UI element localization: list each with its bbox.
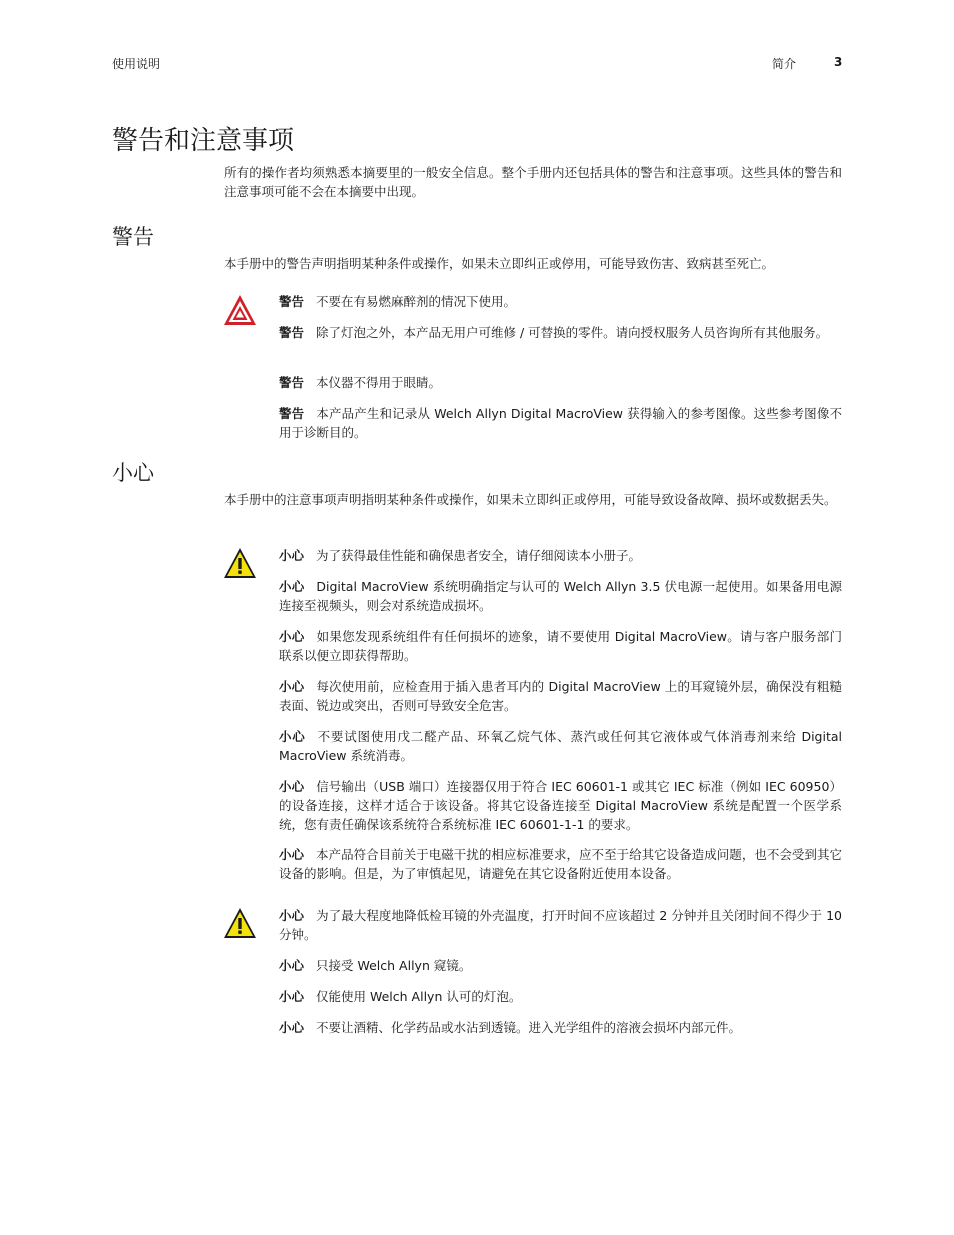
caution-label: 小心: [279, 908, 305, 923]
caution-label: 小心: [279, 989, 305, 1004]
caution-label: 小心: [279, 958, 305, 973]
warning-item: [279, 404, 842, 442]
intro-paragraph: 所有的操作者均须熟悉本摘要里的一般安全信息。整个手册内还包括具体的警告和注意事项。这些具体的警告和注意事项可能不会在本摘要中出现。: [224, 165, 842, 199]
caution-text: 为了获得最佳性能和确保患者安全，请仔细阅读本小册子。: [316, 548, 642, 563]
running-header-section: 简介: [772, 57, 797, 71]
warning-item: [279, 373, 842, 392]
caution-item: [279, 677, 842, 715]
warning-label: 警告: [279, 294, 305, 309]
caution-text: 信号输出（USB 端口）连接器仅用于符合 IEC 60601-1 或其它 IEC 标准（例如 IEC 60950）的设备连接，这样才适合于该设备。将其它设备连接至 Digital MacroView 系统是配置一个医学系统，您有责任确保该系统符合系统标准 IEC 60601-1-1 的要求。: [279, 779, 842, 832]
caution-label: 小心: [279, 548, 305, 563]
caution-description: 本手册中的注意事项声明指明某种条件或操作，如果未立即纠正或停用，可能导致设备故障、损坏或数据丢失。: [224, 492, 837, 507]
caution-item: [279, 845, 842, 883]
caution-item: [279, 577, 842, 615]
warning-label: 警告: [279, 375, 305, 390]
caution-item: [279, 987, 842, 1006]
hazard-triangle-icon: [222, 293, 258, 329]
caution-heading: 小心: [112, 461, 154, 485]
warning-item: [279, 323, 842, 342]
page-title: 警告和注意事项: [112, 126, 295, 156]
warning-text: 除了灯泡之外，本产品无用户可维修 / 可替换的零件。请向授权服务人员咨询所有其他服务。: [316, 325, 829, 340]
caution-item: [279, 906, 842, 944]
caution-label: 小心: [279, 847, 305, 862]
caution-item: [279, 777, 842, 834]
caution-text: 每次使用前，应检查用于插入患者耳内的 Digital MacroView 上的耳窥镜外层，确保没有粗糙表面、锐边或突出，否则可导致安全危害。: [279, 679, 842, 713]
caution-label: 小心: [279, 729, 306, 744]
caution-text: 仅能使用 Welch Allyn 认可的灯泡。: [316, 989, 522, 1004]
caution-label: 小心: [279, 579, 305, 594]
warning-text: 本产品产生和记录从 Welch Allyn Digital MacroView 获得输入的参考图像。这些参考图像不用于诊断目的。: [279, 406, 842, 440]
caution-label: 小心: [279, 779, 305, 794]
warning-label: 警告: [279, 325, 305, 340]
caution-text: 不要试图使用戊二醛产品、环氧乙烷气体、蒸汽或任何其它液体或气体消毒剂来给 Digital MacroView 系统消毒。: [279, 729, 842, 763]
caution-label: 小心: [279, 1020, 305, 1035]
warning-text: 本仪器不得用于眼睛。: [316, 375, 442, 390]
caution-text: 为了最大程度地降低检耳镜的外壳温度，打开时间不应该超过 2 分钟并且关闭时间不得少于 10 分钟。: [279, 908, 842, 942]
caution-item: [279, 546, 842, 565]
warning-text: 不要在有易燃麻醉剂的情况下使用。: [316, 294, 517, 309]
caution-triangle-icon: [222, 906, 258, 942]
caution-text: 不要让酒精、化学药品或水沾到透镜。进入光学组件的溶液会损坏内部元件。: [316, 1020, 742, 1035]
warning-heading: 警告: [112, 225, 154, 249]
caution-text: 本产品符合目前关于电磁干扰的相应标准要求，应不至于给其它设备造成问题，也不会受到其它设备的影响。但是，为了审慎起见，请避免在其它设备附近使用本设备。: [279, 847, 842, 881]
caution-text: Digital MacroView 系统明确指定与认可的 Welch Allyn 3.5 伏电源一起使用。如果备用电源连接至视频头，则会对系统造成损坏。: [279, 579, 842, 613]
warning-label: 警告: [279, 406, 305, 421]
running-header-left: 使用说明: [112, 57, 161, 71]
caution-triangle-icon: [222, 546, 258, 582]
warning-description: 本手册中的警告声明指明某种条件或操作，如果未立即纠正或停用，可能导致伤害、致病甚至死亡。: [224, 256, 775, 271]
caution-label: 小心: [279, 679, 305, 694]
page-number: 3: [834, 55, 843, 69]
caution-item: [279, 1018, 842, 1037]
warning-item: [279, 292, 842, 311]
caution-label: 小心: [279, 629, 305, 644]
caution-text: 只接受 Welch Allyn 窥镜。: [316, 958, 472, 973]
caution-text: 如果您发现系统组件有任何损坏的迹象，请不要使用 Digital MacroView。请与客户服务部门联系以便立即获得帮助。: [279, 629, 842, 663]
caution-item: [279, 956, 842, 975]
caution-item: [279, 627, 842, 665]
caution-item: [279, 727, 842, 765]
